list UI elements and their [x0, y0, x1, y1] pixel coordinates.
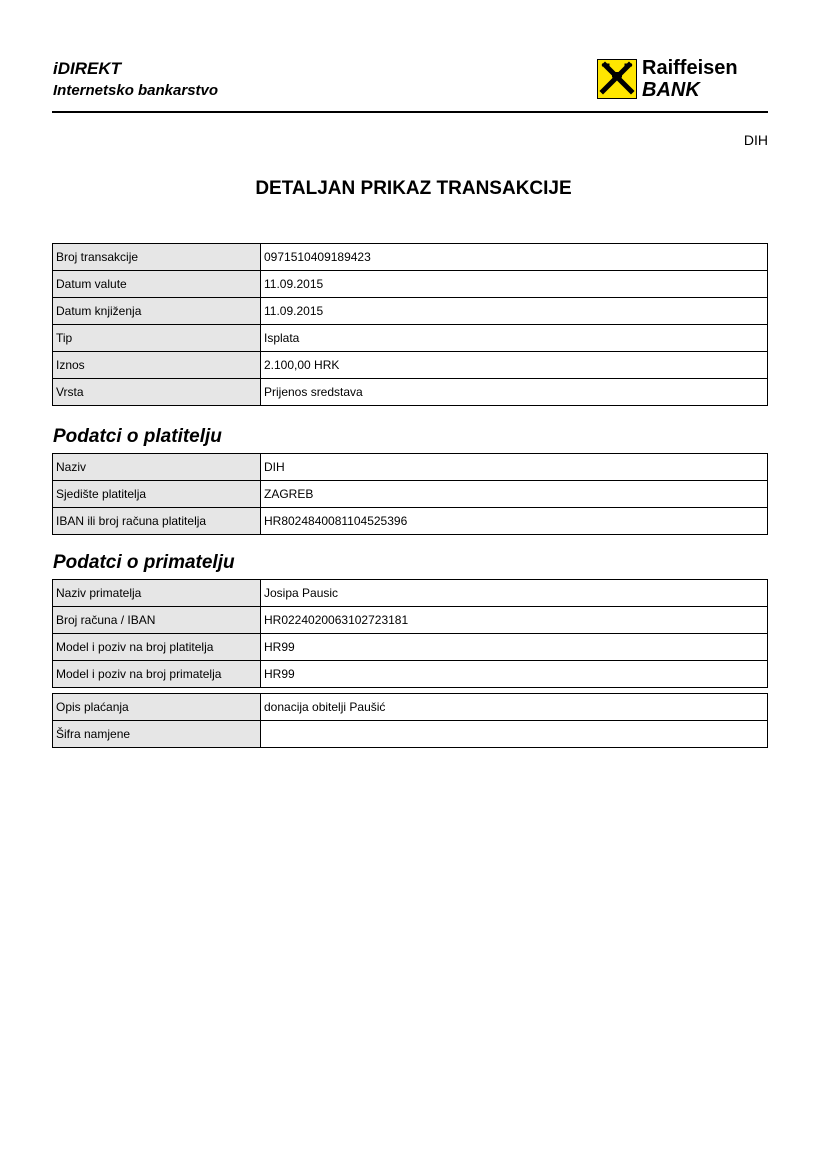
- table-row: [53, 379, 768, 406]
- row-value: 0971510409189423: [261, 244, 768, 271]
- row-value: Isplata: [261, 325, 768, 352]
- row-value: HR99: [261, 661, 768, 688]
- row-label: Model i poziv na broj primatelja: [53, 661, 261, 688]
- table-row: [53, 694, 768, 721]
- row-label: Opis plaćanja: [53, 694, 261, 721]
- row-label: Datum knjiženja: [53, 298, 261, 325]
- table-row: [53, 634, 768, 661]
- row-value: 11.09.2015: [261, 298, 768, 325]
- row-value: HR99: [261, 634, 768, 661]
- row-label: Broj računa / IBAN: [53, 607, 261, 634]
- transaction-table: [52, 243, 768, 406]
- user-code: DIH: [743, 132, 768, 148]
- row-label: Sjedište platitelja: [53, 481, 261, 508]
- payer-section-heading: Podatci o platitelju: [53, 426, 222, 447]
- payment-table: [52, 693, 768, 748]
- raiffeisen-gable-icon: [597, 59, 637, 99]
- row-value: HR8024840081104525396: [261, 508, 768, 535]
- table-row: [53, 352, 768, 379]
- brand-title: iDIREKT: [53, 59, 121, 78]
- table-row: [53, 271, 768, 298]
- row-label: Datum valute: [53, 271, 261, 298]
- row-label: Vrsta: [53, 379, 261, 406]
- row-value: DIH: [261, 454, 768, 481]
- brand-subtitle: Internetsko bankarstvo: [53, 82, 219, 99]
- row-label: Broj transakcije: [53, 244, 261, 271]
- row-value: Prijenos sredstava: [261, 379, 768, 406]
- table-row: [53, 244, 768, 271]
- table-row: [53, 607, 768, 634]
- table-row: [53, 661, 768, 688]
- table-row: [53, 325, 768, 352]
- table-row: [53, 721, 768, 748]
- row-label: IBAN ili broj računa platitelja: [53, 508, 261, 535]
- row-label: Naziv primatelja: [53, 580, 261, 607]
- bank-name-line2: BANK: [642, 79, 700, 101]
- row-label: Iznos: [53, 352, 261, 379]
- row-value: donacija obitelji Paušić: [261, 694, 768, 721]
- table-row: [53, 298, 768, 325]
- raiffeisen-logo: [597, 58, 757, 102]
- row-label: Tip: [53, 325, 261, 352]
- header-divider: [52, 111, 768, 113]
- row-label: Model i poziv na broj platitelja: [53, 634, 261, 661]
- row-label: Šifra namjene: [53, 721, 261, 748]
- table-row: [53, 481, 768, 508]
- payer-table: [52, 453, 768, 535]
- table-row: [53, 580, 768, 607]
- table-row: [53, 508, 768, 535]
- table-row: [53, 454, 768, 481]
- payee-section-heading: Podatci o primatelju: [53, 552, 235, 573]
- page-title: DETALJAN PRIKAZ TRANSAKCIJE: [255, 178, 572, 199]
- row-value: HR0224020063102723181: [261, 607, 768, 634]
- row-value: ZAGREB: [261, 481, 768, 508]
- row-value: [261, 721, 768, 748]
- row-label: Naziv: [53, 454, 261, 481]
- row-value: 2.100,00 HRK: [261, 352, 768, 379]
- row-value: Josipa Pausic: [261, 580, 768, 607]
- row-value: 11.09.2015: [261, 271, 768, 298]
- payee-table: [52, 579, 768, 688]
- bank-name-line1: Raiffeisen: [642, 57, 738, 79]
